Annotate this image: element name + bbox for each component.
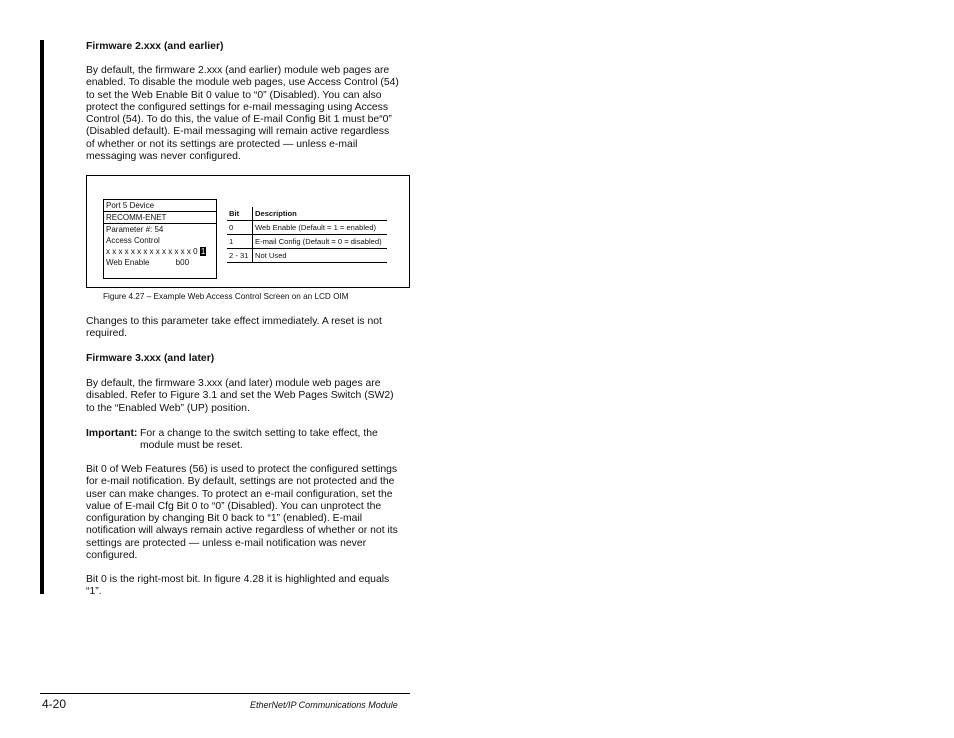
lcd-parameter: Parameter #: 54 <box>104 223 216 235</box>
change-bar <box>40 40 44 594</box>
section2-paragraph1: By default, the firmware 3.xxx (and later) module web pages are disabled. Refer to Figure 3.1 and set the Web Pages Switch (SW2) to the “Enabled Web” (UP) position. <box>86 378 394 414</box>
table-row <box>227 235 387 249</box>
figure-caption: Figure 4.27 – Example Web Access Control Screen on an LCD OIM <box>103 292 349 301</box>
section2-heading: Firmware 3.xxx (and later) <box>86 353 215 364</box>
table-cell: Not Used <box>253 249 388 263</box>
lcd-oim-screen <box>103 199 217 279</box>
lcd-bit-highlight: 1 <box>200 247 206 256</box>
lcd-bit-label-row <box>104 257 216 268</box>
table-cell: E-mail Config (Default = 0 = disabled) <box>253 235 388 249</box>
header-description: Description <box>253 207 388 221</box>
lcd-device: RECOMM-ENET <box>104 211 216 223</box>
lcd-port: Port 5 Device <box>106 201 155 210</box>
table-cell: Web Enable (Default = 1 = enabled) <box>253 221 388 235</box>
table-cell: 2 - 31 <box>227 249 253 263</box>
lcd-bits-pattern: x x x x x x x x x x x x x x 0 <box>106 247 198 256</box>
table-row <box>227 221 387 235</box>
lcd-bits <box>104 246 216 257</box>
bit-description-table <box>227 207 387 263</box>
footer-rule <box>40 693 410 694</box>
section2-paragraph2: Bit 0 of Web Features (56) is used to protect the configured settings for e-mail notification. By default, settings are not protected and the user can make changes. To protect an e-mail configuration, set the value of E-mail Cfg Bit 0 to “0” (Disabled). You can unprotect the configuration by changing Bit 0 back to “1” (enabled). E-mail notification will always remain active regardless of whether or not its settings are protected — unless e-mail notification was never configured. <box>86 464 398 562</box>
table-header-row <box>227 207 387 221</box>
header-bit: Bit <box>227 207 253 221</box>
page-number: 4-20 <box>42 697 67 711</box>
section2-paragraph3: Bit 0 is the right-most bit. In figure 4.28 it is highlighted and equals “1”. <box>86 574 390 598</box>
changes-paragraph: Changes to this parameter take effect immediately. A reset is not required. <box>86 316 382 340</box>
table-cell: 1 <box>227 235 253 249</box>
lcd-parameter-name: Access Control <box>106 236 160 245</box>
lcd-bit-label: Web Enable <box>106 258 150 267</box>
important-label: Important: <box>86 428 138 439</box>
document-title: EtherNet/IP Communications Module <box>250 700 398 710</box>
section1-heading: Firmware 2.xxx (and earlier) <box>86 41 224 52</box>
table-cell: 0 <box>227 221 253 235</box>
table-row <box>227 249 387 263</box>
lcd-bit-ref: b00 <box>175 258 190 267</box>
important-note: Important: For a change to the switch setting to take effect, the module must be reset. <box>86 428 378 452</box>
section1-paragraph: By default, the firmware 2.xxx (and earlier) module web pages are enabled. To disable the module web pages, use Access Control (54) to set the Web Enable Bit 0 value to “0” (Disabled). You can also protect the configured settings for e-mail messaging using Access Control (54). To do this, the value of E-mail Config Bit 1 must be“0” (Disabled default). E-mail messaging will remain active regardless of whether or not its settings are protected — unless e-mail messaging was never configured. <box>86 65 399 163</box>
